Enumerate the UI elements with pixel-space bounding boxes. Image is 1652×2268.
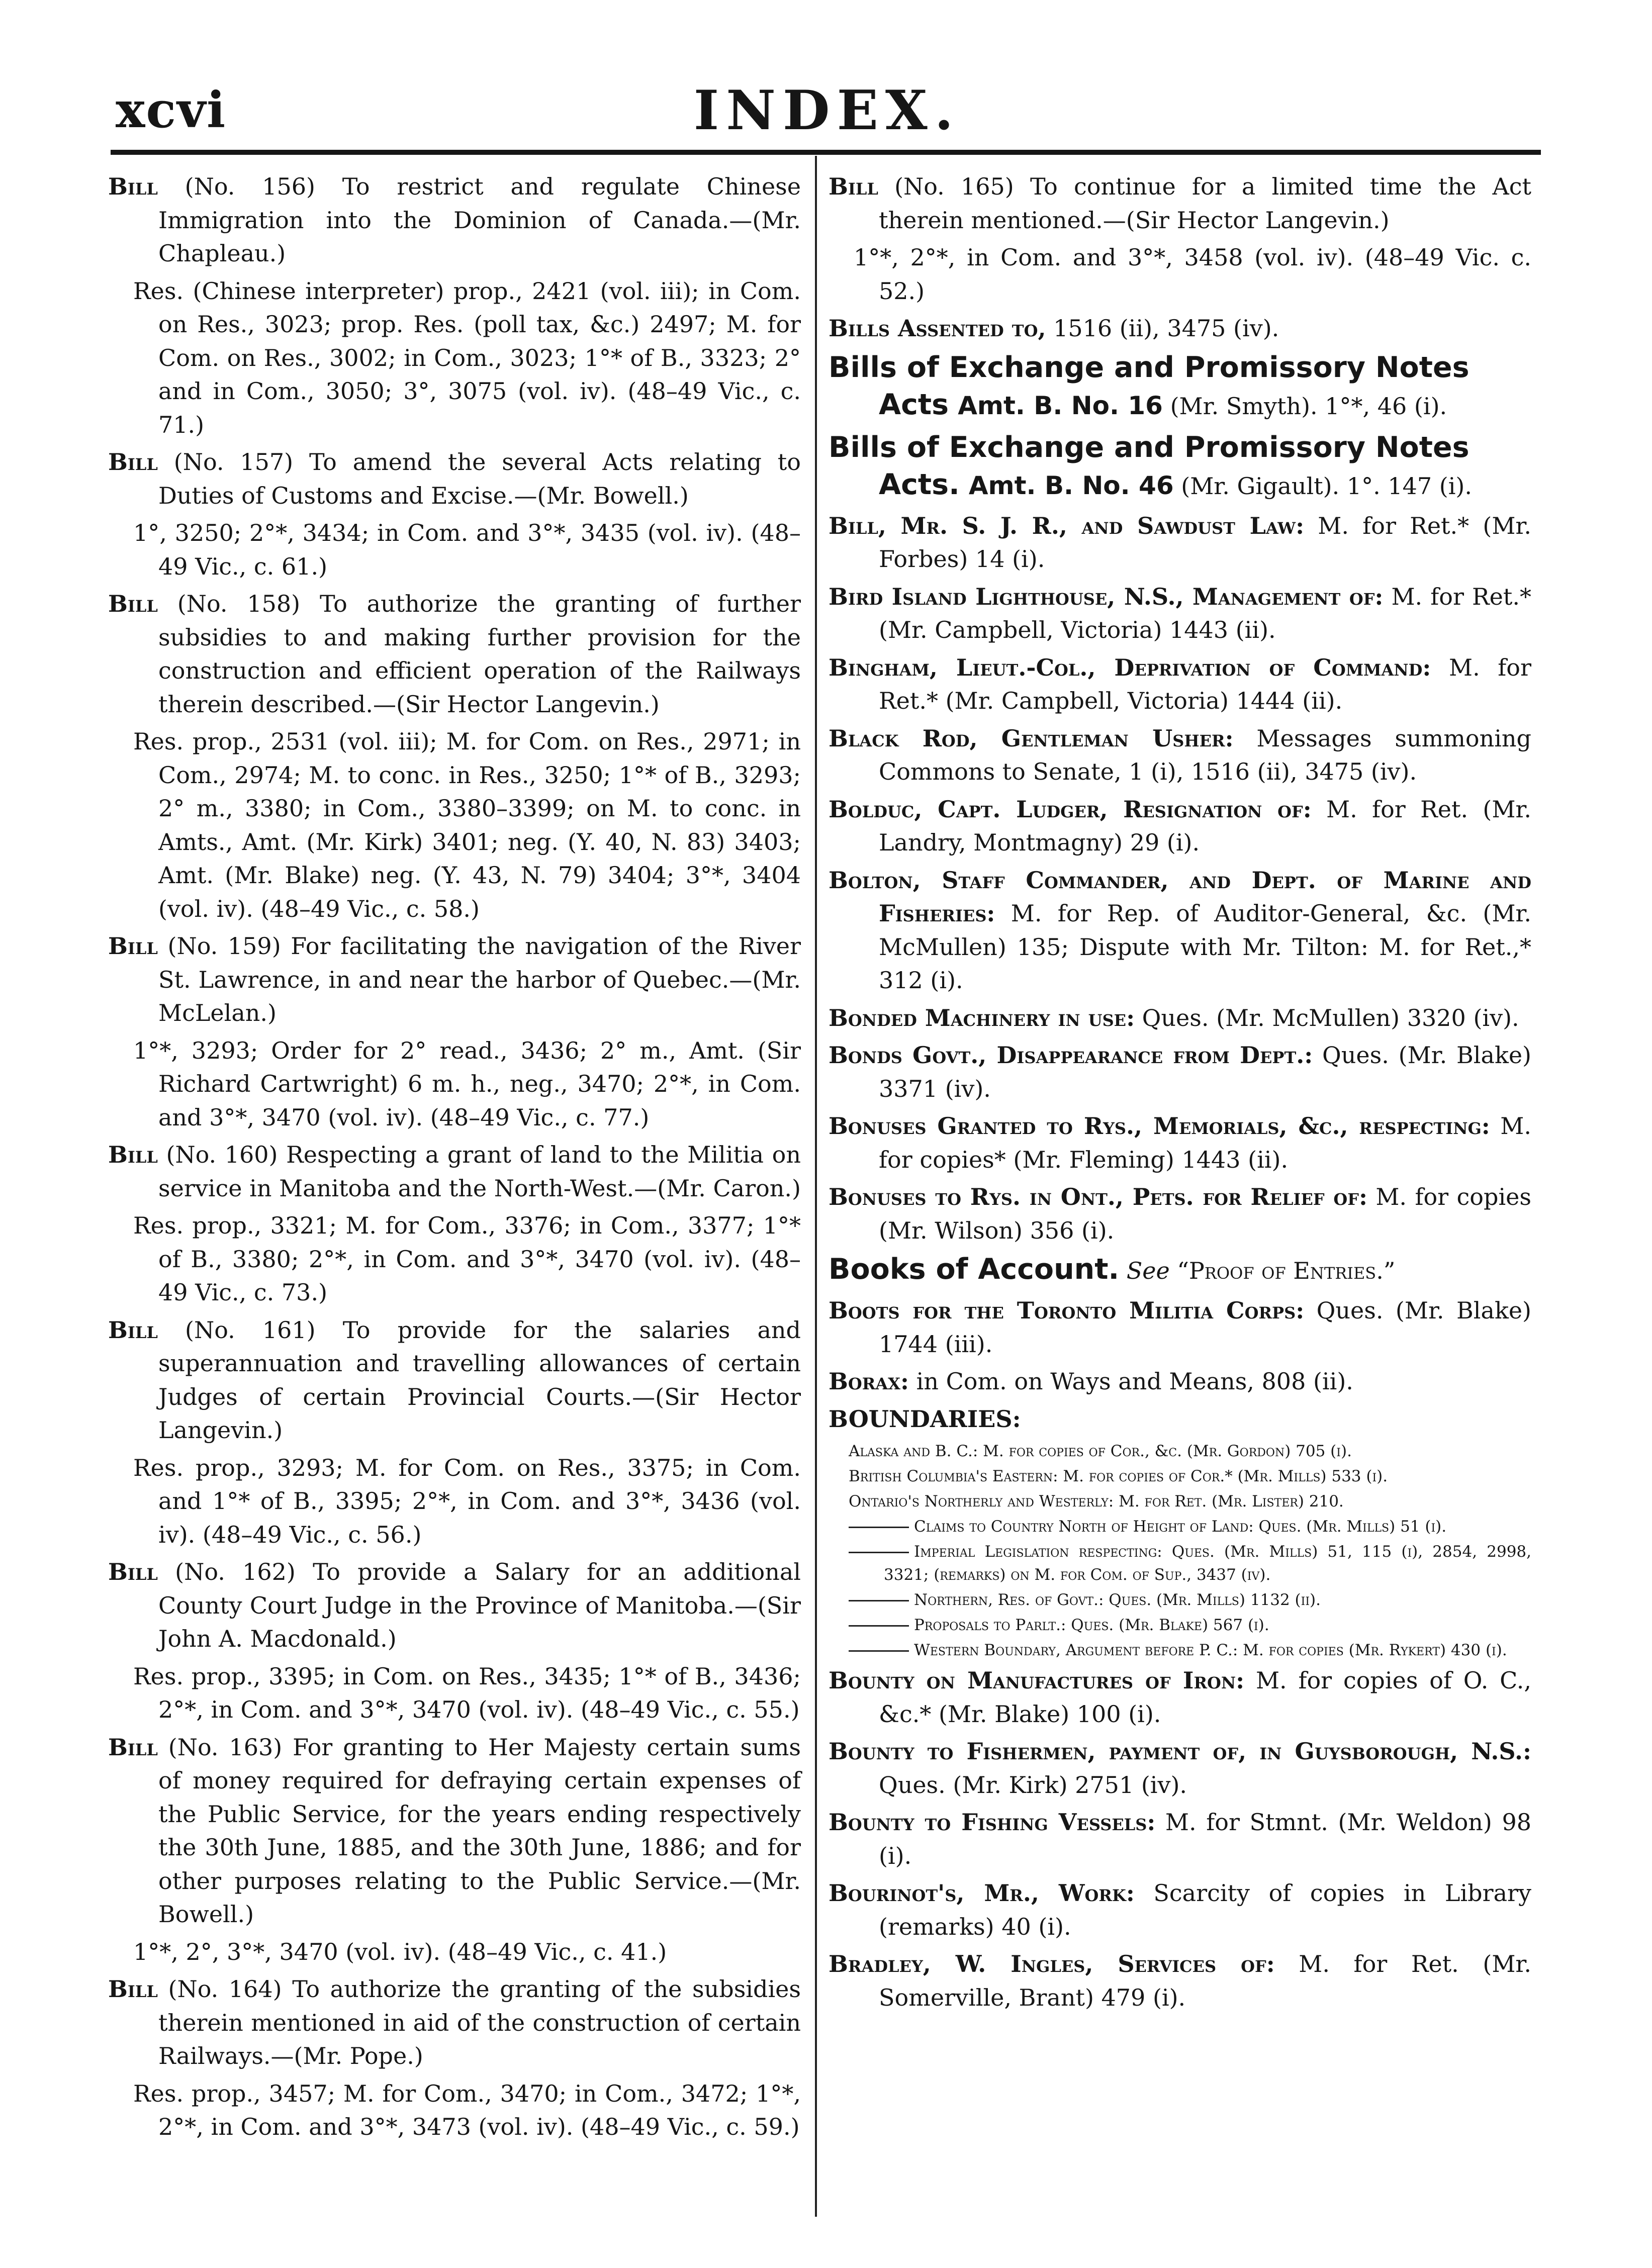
index-entry	[108, 445, 801, 512]
index-entry	[829, 1001, 1531, 1035]
entry-heading: Bounty to Fishing Vessels:	[829, 1809, 1156, 1836]
entry-heading: Bingham, Lieut.-Col., Deprivation of Command:	[829, 653, 1431, 681]
entry-text: (Mr. Gigault). 1°. 147 (i).	[1173, 472, 1472, 500]
boundary-subentry-continued	[829, 1515, 1531, 1538]
index-subentry	[108, 1451, 801, 1552]
index-entry	[829, 1038, 1531, 1105]
entry-heading: Bill	[108, 1141, 158, 1168]
index-subentry	[108, 1660, 801, 1727]
boundary-subentry-text: Proposals to Parlt.: Ques. (Mr. Blake) 567 (i).	[914, 1616, 1269, 1634]
entry-text: (Mr. Smyth). 1°*, 46 (i).	[1162, 392, 1447, 420]
index-subentry	[829, 241, 1531, 308]
ditto-dash	[849, 1625, 909, 1627]
index-entry	[829, 651, 1531, 718]
boundary-subentry-text: Ontario's Northerly and Westerly: M. for Ret. (Mr. Lister) 210.	[849, 1492, 1344, 1510]
entry-heading: Bonuses Granted to Rys., Memorials, &c., respecting:	[829, 1112, 1490, 1140]
entry-heading: Borax:	[829, 1368, 909, 1395]
entry-text: (No. 165) To continue for a limited time the Act therein mentioned.—(Sir Hector Langevin.)	[878, 173, 1531, 234]
header-rule	[111, 150, 1541, 155]
entry-text: M. for Ret. (Mr. Somerville, Brant) 479 (i).	[879, 1950, 1531, 2011]
boundary-subentry-text: Alaska and B. C.: M. for copies of Cor., &c. (Mr. Gordon) 705 (i).	[849, 1442, 1352, 1460]
index-entry	[829, 580, 1531, 647]
entry-heading: Bills Assented to,	[829, 315, 1046, 342]
subentry-text: 1°*, 3293; Order for 2° read., 3436; 2° m., Amt. (Sir Richard Cartwright) 6 m. h., neg., 3470; 2°*, in Com. and 3°*, 3470 (vol. iv). (48–49 Vic., c. 77.)	[133, 1036, 801, 1131]
boundary-subentry-text: Northern, Res. of Govt.: Ques. (Mr. Mills) 1132 (ii).	[914, 1591, 1321, 1609]
entry-text: Ques. (Mr. McMullen) 3320 (iv).	[1135, 1004, 1519, 1031]
boundary-subentry-text: Western Boundary, Argument before P. C.: M. for copies (Mr. Rykert) 430 (i).	[914, 1641, 1507, 1659]
entry-heading: Bonuses to Rys. in Ont., Pets. for Relief of:	[829, 1183, 1367, 1210]
boundary-subentry-text: Imperial Legislation respecting: Ques. (Mr. Mills) 51, 115 (i), 2854, 2998, 3321; (remarks) on M. for Com. of Sup., 3437 (iv).	[884, 1543, 1531, 1584]
ditto-dash	[849, 1552, 909, 1553]
entry-text: Messages summoning Commons to Senate, 1 (i), 1516 (ii), 3475 (iv).	[879, 724, 1531, 785]
boundary-subentry-continued	[829, 1588, 1531, 1612]
index-entry	[108, 587, 801, 721]
index-entry	[829, 1294, 1531, 1361]
index-entry	[108, 1972, 801, 2073]
index-entry	[108, 1313, 801, 1447]
entry-heading: Bill	[829, 173, 878, 200]
index-entry	[829, 1876, 1531, 1943]
entry-text: M. for Ret. (Mr. Landry, Montmagny) 29 (i).	[879, 795, 1531, 856]
index-entry	[829, 793, 1531, 860]
boundary-subentry-continued	[829, 1614, 1531, 1637]
page-number: xcvi	[116, 81, 227, 139]
entry-text: (No. 162) To provide a Salary for an additional County Court Judge in the Province of Manitoba.—(Sir John A. Macdonald.)	[157, 1558, 801, 1652]
subentry-text: Res. prop., 3321; M. for Com., 3376; in Com., 3377; 1°* of B., 3380; 2°*, in Com. and 3°*, 3470 (vol. iv). (48–49 Vic., c. 73.)	[133, 1212, 801, 1306]
ditto-dash	[849, 1600, 909, 1601]
index-entry-bold	[829, 349, 1531, 424]
index-entry	[829, 509, 1531, 576]
left-column	[108, 170, 801, 2148]
boundary-subentry-text: British Columbia's Eastern: M. for copies of Cor.* (Mr. Mills) 533 (i).	[849, 1467, 1388, 1485]
entry-heading: Books of Account.	[829, 1253, 1120, 1286]
subentry-text: 1°*, 2°*, in Com. and 3°*, 3458 (vol. iv). (48–49 Vic. c. 52.)	[854, 244, 1531, 305]
index-entry	[829, 1180, 1531, 1247]
column-divider	[815, 156, 817, 2217]
index-entry	[829, 722, 1531, 789]
entry-text: Scarcity of copies in Library (remarks) 40 (i).	[879, 1879, 1531, 1940]
entry-heading: Bill	[108, 1975, 158, 2003]
boundary-subentry	[829, 1490, 1531, 1513]
entry-heading: Bourinot's, Mr., Work:	[829, 1879, 1135, 1907]
section-heading-text: BOUNDARIES:	[829, 1405, 1021, 1433]
section-heading	[829, 1402, 1531, 1436]
index-subentry	[108, 725, 801, 925]
entry-heading: Bradley, W. Ingles, Services of:	[829, 1950, 1275, 1977]
boundary-subentry	[829, 1440, 1531, 1463]
page-title: INDEX.	[693, 79, 961, 142]
entry-text: Ques. (Mr. Blake) 3371 (iv).	[879, 1042, 1531, 1102]
entry-text: (No. 164) To authorize the granting of the subsidies therein mentioned in aid of the construction of certain Railways.—(Mr. Pope.)	[157, 1975, 801, 2069]
entry-heading: Bill, Mr. S. J. R., and Sawdust Law:	[829, 512, 1305, 539]
boundary-subentry-text: Claims to Country North of Height of Land: Ques. (Mr. Mills) 51 (i).	[914, 1518, 1447, 1536]
see-reference-target: “Proof of Entries.”	[1169, 1257, 1396, 1284]
index-subentry	[108, 2077, 801, 2144]
index-entry-bold	[829, 1251, 1531, 1289]
index-entry	[829, 1109, 1531, 1176]
page-header	[116, 75, 1538, 146]
boundary-subentry-continued	[829, 1639, 1531, 1662]
right-column	[829, 170, 1531, 2018]
entry-text: Ques. (Mr. Blake) 1744 (iii).	[879, 1297, 1531, 1358]
index-entry	[829, 1735, 1531, 1802]
boundary-subentry-continued	[829, 1540, 1531, 1586]
index-entry	[829, 1806, 1531, 1872]
entry-heading: Bonds Govt., Disappearance from Dept.:	[829, 1042, 1313, 1069]
subentry-text: Res. (Chinese interpreter) prop., 2421 (vol. iii); in Com. on Res., 3023; prop. Res. (poll tax, &c.) 2497; M. for Com. on Res., 3002; in Com., 3023; 1°* of B., 3323; 2° and in Com., 3050; 3°, 3075 (vol. iv). (48–49 Vic., c. 71.)	[133, 277, 801, 438]
entry-heading: Bill	[108, 1558, 158, 1585]
index-entry	[108, 1555, 801, 1656]
index-entry	[108, 929, 801, 1030]
subentry-text: 1°*, 2°, 3°*, 3470 (vol. iv). (48–49 Vic., c. 41.)	[133, 1938, 667, 1965]
entry-text: M. for Stmnt. (Mr. Weldon) 98 (i).	[879, 1809, 1531, 1869]
entry-text: (No. 156) To restrict and regulate Chinese Immigration into the Dominion of Canada.—(Mr. Chapleau.)	[157, 173, 801, 267]
entry-heading: Boots for the Toronto Militia Corps:	[829, 1297, 1305, 1324]
subentry-text: Res. prop., 3293; M. for Com. on Res., 3375; in Com. and 1°* of B., 3395; 2°*, in Com. and 3°*, 3436 (vol. iv). (48–49 Vic., c. 56.)	[133, 1454, 801, 1548]
subentry-text: Res. prop., 3457; M. for Com., 3470; in Com., 3472; 1°*, 2°*, in Com. and 3°*, 3473 (vol. iv). (48–49 Vic., c. 59.)	[133, 2080, 801, 2140]
entry-amendment: Amt. B. No. 46	[968, 470, 1174, 500]
index-subentry	[108, 516, 801, 583]
entry-heading: Bolton, Staff Commander, and Dept. of Marine and Fisheries:	[829, 866, 1531, 927]
entry-text: (No. 160) Respecting a grant of land to the Militia on service in Manitoba and the North-West.—(Mr. Caron.)	[157, 1141, 801, 1202]
entry-heading: Bolduc, Capt. Ludger, Resignation of:	[829, 795, 1312, 823]
index-entry	[829, 864, 1531, 997]
index-entry	[829, 1365, 1531, 1398]
entry-text: M. for Ret.* (Mr. Campbell, Victoria) 1444 (ii).	[879, 653, 1531, 714]
see-reference-label: See	[1119, 1257, 1170, 1284]
index-entry	[829, 170, 1531, 237]
entry-text: Ques. (Mr. Kirk) 2751 (iv).	[879, 1771, 1187, 1799]
entry-text: M. for Ret.* (Mr. Forbes) 14 (i).	[879, 512, 1531, 573]
entry-heading: Bill	[108, 932, 158, 960]
entry-heading: Bill	[108, 1733, 158, 1761]
entry-text: (No. 157) To amend the several Acts relating to Duties of Customs and Excise.—(Mr. Bowell.)	[157, 448, 801, 509]
entry-text: M. for copies* (Mr. Fleming) 1443 (ii).	[879, 1112, 1531, 1173]
index-subentry	[108, 1935, 801, 1969]
entry-heading: Bounty on Manufactures of Iron:	[829, 1667, 1245, 1694]
entry-text: M. for Rep. of Auditor-General, &c. (Mr. McMullen) 135; Dispute with Mr. Tilton: M. for Ret.,* 312 (i).	[879, 900, 1531, 994]
entry-heading: Bill	[108, 448, 158, 476]
boundary-subentry	[829, 1465, 1531, 1488]
ditto-dash	[849, 1650, 909, 1652]
index-subentry	[108, 1209, 801, 1309]
index-entry-bold	[829, 429, 1531, 504]
subentry-text: Res. prop., 3395; in Com. on Res., 3435; 1°* of B., 3436; 2°*, in Com. and 3°*, 3470 (vol. iv). (48–49 Vic., c. 55.)	[133, 1662, 801, 1723]
entry-heading: Bills of Exchange and Promissory Notes Acts	[829, 350, 1470, 421]
entry-amendment: Amt. B. No. 16	[958, 391, 1163, 420]
entry-text: M. for Ret.* (Mr. Campbell, Victoria) 1443 (ii).	[879, 583, 1531, 643]
index-entry	[108, 1731, 801, 1931]
entry-heading: Bill	[108, 1316, 158, 1344]
index-entry	[108, 1138, 801, 1205]
entry-heading: Bill	[108, 590, 158, 617]
entry-text: M. for copies of O. C., &c.* (Mr. Blake) 100 (i).	[879, 1667, 1531, 1728]
index-entry	[829, 1664, 1531, 1731]
entry-text: 1516 (ii), 3475 (iv).	[1046, 315, 1279, 342]
index-subentry	[108, 1034, 801, 1135]
entry-heading: Bills of Exchange and Promissory Notes Acts.	[829, 430, 1470, 501]
entry-text: (No. 158) To authorize the granting of further subsidies to and making further provision for the construction and efficient operation of the Railways therein described.—(Sir Hector Langevin.)	[157, 590, 801, 718]
subentry-text: Res. prop., 2531 (vol. iii); M. for Com. on Res., 2971; in Com., 2974; M. to conc. in Res., 3250; 1°* of B., 3293; 2° m., 3380; in Com., 3380–3399; on M. to conc. in Amts., Amt. (Mr. Kirk) 3401; neg. (Y. 40, N. 83) 3403; Amt. (Mr. Blake) neg. (Y. 43, N. 79) 3404; 3°*, 3404 (vol. iv). (48–49 Vic., c. 58.)	[133, 728, 801, 922]
entry-heading: Bird Island Lighthouse, N.S., Management of:	[829, 583, 1384, 610]
ditto-dash	[849, 1527, 909, 1528]
index-entry	[108, 170, 801, 270]
index-entry	[829, 312, 1531, 345]
entry-text: (No. 163) For granting to Her Majesty certain sums of money required for defraying certain expenses of the Public Service, for the years ending respectively the 30th June, 1885, and the 30th June, 1886; and for other purposes relating to the Public Service.—(Mr. Bowell.)	[157, 1733, 801, 1928]
subentry-text: 1°, 3250; 2°*, 3434; in Com. and 3°*, 3435 (vol. iv). (48–49 Vic., c. 61.)	[133, 519, 801, 580]
entry-text: M. for copies (Mr. Wilson) 356 (i).	[879, 1183, 1531, 1244]
index-entry	[829, 1947, 1531, 2014]
index-subentry	[108, 274, 801, 442]
entry-text: (No. 159) For facilitating the navigation of the River St. Lawrence, in and near the harbor of Quebec.—(Mr. McLelan.)	[157, 932, 801, 1026]
entry-text: in Com. on Ways and Means, 808 (ii).	[909, 1368, 1353, 1395]
entry-heading: Bounty to Fishermen, payment of, in Guysborough, N.S.:	[829, 1738, 1531, 1765]
entry-heading: Bill	[108, 173, 158, 200]
entry-text: (No. 161) To provide for the salaries and superannuation and travelling allowances of certain Judges of certain Provincial Courts.—(Sir Hector Langevin.)	[157, 1316, 801, 1444]
entry-heading: Black Rod, Gentleman Usher:	[829, 724, 1234, 752]
entry-heading: Bonded Machinery in use:	[829, 1004, 1135, 1031]
